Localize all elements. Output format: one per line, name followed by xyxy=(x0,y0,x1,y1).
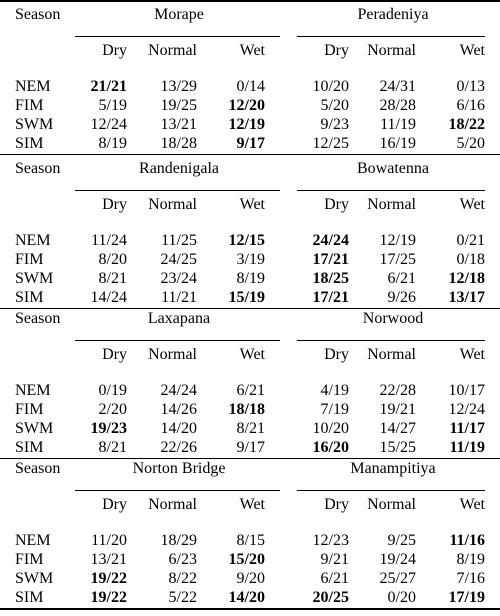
table-rule xyxy=(0,608,500,610)
station-underline xyxy=(75,190,280,191)
table-cell: 16/20 xyxy=(312,439,349,456)
table-cell: 23/24 xyxy=(160,270,197,287)
table-cell: 8/21 xyxy=(98,439,127,456)
season-label: SIM xyxy=(15,289,44,306)
table-cell: 15/25 xyxy=(379,439,416,456)
table-cell: 14/26 xyxy=(160,401,197,418)
station-underline xyxy=(75,490,280,491)
table-cell: 18/18 xyxy=(228,401,265,418)
table-cell: 8/20 xyxy=(98,251,127,268)
table-cell: 8/21 xyxy=(236,420,265,437)
table-rule xyxy=(0,0,500,2)
column-header: Normal xyxy=(367,496,416,513)
table-cell: 14/27 xyxy=(379,420,416,437)
season-label: SWM xyxy=(15,420,54,437)
table-rule xyxy=(0,154,500,155)
table-cell: 5/19 xyxy=(98,97,127,114)
season-header: Season xyxy=(15,160,61,177)
season-label: SIM xyxy=(15,135,44,152)
table-cell: 25/27 xyxy=(379,570,416,587)
season-label: FIM xyxy=(15,251,44,268)
table-cell: 10/20 xyxy=(312,78,349,95)
column-header: Dry xyxy=(102,346,127,363)
table-cell: 9/21 xyxy=(320,551,349,568)
station-name: Morape xyxy=(154,6,204,23)
column-header: Wet xyxy=(239,196,265,213)
table-cell: 10/20 xyxy=(312,420,349,437)
season-label: NEM xyxy=(15,232,51,249)
table-cell: 0/19 xyxy=(98,382,127,399)
season-label: SIM xyxy=(15,439,44,456)
table-cell: 21/21 xyxy=(90,78,127,95)
station-name: Bowatenna xyxy=(357,160,429,177)
season-label: SWM xyxy=(15,116,54,133)
table-cell: 8/15 xyxy=(236,532,265,549)
column-header: Wet xyxy=(459,42,485,59)
table-cell: 22/26 xyxy=(160,439,197,456)
station-underline xyxy=(297,490,485,491)
table-cell: 11/25 xyxy=(161,232,197,249)
station-name: Peradeniya xyxy=(357,6,429,23)
station-underline xyxy=(297,36,485,37)
table-cell: 4/19 xyxy=(320,382,349,399)
column-header: Wet xyxy=(459,196,485,213)
table-cell: 19/25 xyxy=(160,97,197,114)
table-cell: 5/20 xyxy=(456,135,485,152)
table-cell: 19/23 xyxy=(90,420,127,437)
table-cell: 22/28 xyxy=(379,382,416,399)
column-header: Wet xyxy=(239,42,265,59)
season-label: SWM xyxy=(15,270,54,287)
season-header: Season xyxy=(15,6,61,23)
season-label: FIM xyxy=(15,97,44,114)
season-label: FIM xyxy=(15,551,44,568)
table-cell: 6/21 xyxy=(236,382,265,399)
table-cell: 0/13 xyxy=(456,78,485,95)
table-cell: 9/25 xyxy=(387,532,416,549)
table-cell: 0/14 xyxy=(236,78,265,95)
table-cell: 14/24 xyxy=(90,289,127,306)
table-cell: 11/16 xyxy=(449,532,485,549)
table-cell: 12/20 xyxy=(228,97,265,114)
table-cell: 12/15 xyxy=(228,232,265,249)
table-cell: 11/21 xyxy=(161,289,197,306)
table-cell: 28/28 xyxy=(379,97,416,114)
season-label: FIM xyxy=(15,401,44,418)
table-cell: 18/29 xyxy=(160,532,197,549)
column-header: Dry xyxy=(324,496,349,513)
station-underline xyxy=(75,340,280,341)
table-cell: 14/20 xyxy=(228,589,265,606)
column-header: Normal xyxy=(367,42,416,59)
season-label: SIM xyxy=(15,589,44,606)
column-header: Normal xyxy=(148,42,197,59)
table-cell: 17/21 xyxy=(312,251,349,268)
column-header: Normal xyxy=(148,196,197,213)
table-cell: 24/25 xyxy=(160,251,197,268)
table-cell: 18/22 xyxy=(448,116,485,133)
table-cell: 24/31 xyxy=(379,78,416,95)
station-name: Laxapana xyxy=(147,310,211,327)
table-cell: 18/25 xyxy=(312,270,349,287)
station-underline xyxy=(297,340,485,341)
table-cell: 13/21 xyxy=(90,551,127,568)
table-cell: 16/19 xyxy=(379,135,416,152)
table-cell: 17/21 xyxy=(312,289,349,306)
table-cell: 8/19 xyxy=(236,270,265,287)
table-cell: 12/19 xyxy=(228,116,265,133)
table-cell: 6/23 xyxy=(168,551,197,568)
table-cell: 20/25 xyxy=(312,589,349,606)
table-cell: 10/17 xyxy=(448,382,485,399)
column-header: Wet xyxy=(239,346,265,363)
table-cell: 13/17 xyxy=(448,289,485,306)
table-cell: 11/20 xyxy=(91,532,127,549)
table-cell: 12/18 xyxy=(448,270,485,287)
column-header: Dry xyxy=(102,42,127,59)
table-cell: 14/20 xyxy=(160,420,197,437)
table-cell: 17/19 xyxy=(448,589,485,606)
table-cell: 9/17 xyxy=(236,135,265,152)
season-header: Season xyxy=(15,310,61,327)
table-cell: 6/21 xyxy=(320,570,349,587)
table-cell: 11/24 xyxy=(91,232,127,249)
table-cell: 9/23 xyxy=(320,116,349,133)
table-cell: 8/21 xyxy=(98,270,127,287)
season-label: NEM xyxy=(15,78,51,95)
table-cell: 11/17 xyxy=(449,420,485,437)
station-underline xyxy=(297,190,485,191)
column-header: Wet xyxy=(459,346,485,363)
column-header: Normal xyxy=(367,196,416,213)
table-cell: 12/24 xyxy=(90,116,127,133)
station-name: Randenigala xyxy=(139,160,219,177)
table-cell: 8/19 xyxy=(98,135,127,152)
table-cell: 6/21 xyxy=(387,270,416,287)
table-cell: 13/21 xyxy=(160,116,197,133)
station-name: Norwood xyxy=(362,310,424,327)
table-cell: 11/19 xyxy=(380,116,416,133)
season-header: Season xyxy=(15,460,61,477)
table-cell: 19/22 xyxy=(90,570,127,587)
column-header: Dry xyxy=(324,346,349,363)
column-header: Normal xyxy=(367,346,416,363)
table-cell: 9/20 xyxy=(236,570,265,587)
column-header: Wet xyxy=(239,496,265,513)
table-cell: 11/19 xyxy=(449,439,485,456)
season-label: NEM xyxy=(15,382,51,399)
table-cell: 0/18 xyxy=(456,251,485,268)
column-header: Dry xyxy=(102,196,127,213)
season-label: NEM xyxy=(15,532,51,549)
table-cell: 0/21 xyxy=(456,232,485,249)
table-cell: 0/20 xyxy=(387,589,416,606)
table-cell: 15/19 xyxy=(228,289,265,306)
column-header: Wet xyxy=(459,496,485,513)
table-cell: 13/29 xyxy=(160,78,197,95)
table-cell: 9/26 xyxy=(387,289,416,306)
table-cell: 9/17 xyxy=(236,439,265,456)
table-cell: 15/20 xyxy=(228,551,265,568)
table-cell: 6/16 xyxy=(456,97,485,114)
table-cell: 12/24 xyxy=(448,401,485,418)
column-header: Normal xyxy=(148,346,197,363)
table-cell: 5/20 xyxy=(320,97,349,114)
table-cell: 7/16 xyxy=(456,570,485,587)
table-cell: 7/19 xyxy=(320,401,349,418)
table-cell: 2/20 xyxy=(98,401,127,418)
column-header: Normal xyxy=(148,496,197,513)
station-name: Manampitiya xyxy=(350,460,436,477)
table-cell: 24/24 xyxy=(312,232,349,249)
table-cell: 8/19 xyxy=(456,551,485,568)
table-cell: 12/23 xyxy=(312,532,349,549)
column-header: Dry xyxy=(102,496,127,513)
column-header: Dry xyxy=(324,196,349,213)
table-cell: 24/24 xyxy=(160,382,197,399)
season-label: SWM xyxy=(15,570,54,587)
station-name: Norton Bridge xyxy=(132,460,226,477)
table-rule xyxy=(0,308,500,309)
table-cell: 19/21 xyxy=(379,401,416,418)
table-cell: 12/19 xyxy=(379,232,416,249)
table-cell: 18/28 xyxy=(160,135,197,152)
table-cell: 17/25 xyxy=(379,251,416,268)
table-cell: 8/22 xyxy=(168,570,197,587)
column-header: Dry xyxy=(324,42,349,59)
table-cell: 19/22 xyxy=(90,589,127,606)
table-cell: 5/22 xyxy=(168,589,197,606)
table-cell: 12/25 xyxy=(312,135,349,152)
table-cell: 3/19 xyxy=(236,251,265,268)
table-cell: 19/24 xyxy=(379,551,416,568)
station-underline xyxy=(75,36,280,37)
